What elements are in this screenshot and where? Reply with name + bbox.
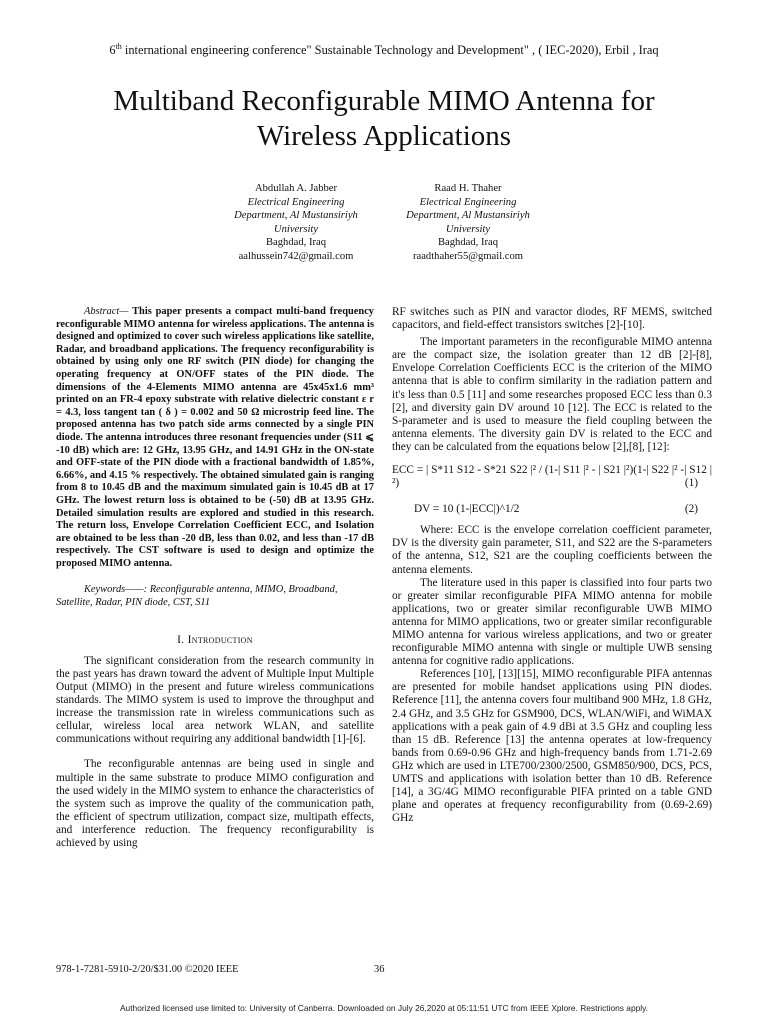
author-email[interactable]: aalhussein742@gmail.com (238, 250, 354, 262)
abstract (56, 306, 374, 570)
title-line-2: Wireless Applications (256, 120, 512, 152)
author-affiliation: Department, Al Mustansiriyh (234, 210, 358, 222)
equation-2 (414, 503, 712, 516)
keywords: Keywords——: Reconfigurable antenna, MIMO, Broadband, Satellite, Radar, PIN diode, CST, S11 (56, 584, 338, 609)
conference-ordinal-suffix: th (115, 42, 122, 51)
equation-2-text: DV = 10 (1-|ECC|)^1/2 (414, 502, 520, 515)
author-city: Baghdad, Iraq (265, 237, 326, 249)
isbn-footer: 978-1-7281-5910-2/20/$31.00 ©2020 IEEE (56, 964, 239, 975)
equation-2-number: (2) (684, 502, 698, 515)
conference-text: international engineering conference" Sustainable Technology and Development" , ( IEC-2020), Erbil , Iraq (121, 43, 659, 58)
abstract-text: This paper presents a compact multi-band frequency reconfigurable MIMO antenna for wireless applications. The antenna is designed and optimized to cover such wireless applications like satellite, Radar, and broadband applications. The frequency reconfigurability is obtained by using only one RF switch (PIN diode) for changing the operating frequency at ON/OFF states of the PIN diode. The dimensions of the 4-Elements MIMO antenna are 45x45x1.6 mm³ printed on an FR-4 epoxy substrate with relative dielectric constant ε r = 4.3, loss tangent tan ( δ ) = 0.002 and 50 Ω microstrip feed line. The proposed antenna has two patch side arms connected by a single PIN diode. The antenna introduces three resonant frequencies under (S11 ⩽ -10 dB) which are: 12 GHz, 13.95 GHz, and 14.91 GHz in the ON-state and OFF-state of the PIN diode with a fractional bandwidth of 1.85%, 6.66%, and 4.15 % respectively. The obtained simulated gain is ranging from 8 to 10.45 dB and the maximum simulated gain is 10.45 dB at 17 GHz. The lowest return loss is obtained to be (-50) dB at 13.95 GHz. Detailed simulation results are explored and studied in this research. The return loss, Envelope Correlation Coefficient ECC, and Isolation are obtained to be less than -20 dB, less than 0.02, and less than -17 dB respectively. The CST software is used to design and optimize the proposed MIMO antenna. (56, 306, 374, 569)
right-paragraph-1: RF switches such as PIN and varactor diodes, RF MEMS, switched capacitors, and field-effect transistors switches [2]-[10]. (392, 306, 712, 332)
author-affiliation: University (273, 223, 319, 235)
title-line-1: Multiband Reconfigurable MIMO Antenna for (113, 85, 655, 117)
author-block-1 (206, 182, 386, 264)
right-column (392, 306, 712, 825)
abstract-lead: Abstract— (84, 306, 129, 317)
author-email[interactable]: raadthaher55@gmail.com (412, 250, 524, 262)
equation-1-text: ECC = | S*11 S12 - S*21 S22 |² / (1-| S11 |² - | S21 |²)(1-| S22 |² -| S12 |²) (392, 464, 712, 490)
page-number: 36 (374, 964, 385, 975)
author-affiliation: University (445, 223, 491, 235)
right-paragraph-2: The important parameters in the reconfigurable MIMO antenna are the compact size, the isolation greater than 12 dB [2]-[8], Envelope Correlation Coefficients ECC is the criterion of the MIMO antenna that is able to confirm similarity in the radiation pattern and it's less than 0.5 [11] and some researches proposed ECC less than 0.3 [2], and diversity gain DV around 10 [12]. The ECC is related to the S-parameter and is used to measure the field coupling between the antenna elements. The diversity gain DV is related to the ECC and they can be calculated from the equations below [2],[8], [12]: (392, 336, 712, 453)
author-name: Abdullah A. Jabber (254, 183, 338, 194)
conference-number: 6 (109, 43, 116, 58)
equation-1-number: (1) (684, 477, 698, 490)
author-block-2 (378, 182, 558, 264)
intro-paragraph-2: The reconfigurable antennas are being used in single and multiple in the same substrate to produce MIMO configuration and the used widely in the MIMO system to enhance the characteristics of the system such as improve the quality of the communication path, the efficient of spectrum utilization, compact size, multipath effects, and interference reduction. The frequency reconfigurability is achieved by using (56, 758, 374, 849)
equation-1 (392, 464, 712, 491)
author-affiliation: Department, Al Mustansiriyh (406, 210, 530, 222)
left-column (56, 306, 374, 850)
intro-paragraph-1: The significant consideration from the research community in the past years has drawn toward the advent of Multiple Input Multiple Output (MIMO) in the present and future wireless communications standards. The MIMO system is used to improve the throughput and increase the transmission rate in wireless communications such as cellular, wireless local area network WLAN, and satellite communications without requiring any additional bandwidth [1]-[6]. (56, 654, 374, 746)
author-affiliation: Electrical Engineering (247, 196, 345, 208)
conference-header (0, 42, 768, 58)
right-paragraph-4: The literature used in this paper is classified into four parts two or greater similar reconfigurable PIFA MIMO antenna for mobile applications, two or greater similar reconfigurable UWB MIMO antenna for MIMO applications, two or greater similar reconfigurable MIMO antenna for various wireless applications, and two or greater reconfigurable MIMO antenna with single or multiple UWB sensing antenna for cognitive radio applications. (392, 576, 712, 668)
author-city: Baghdad, Iraq (437, 237, 498, 249)
section-heading-introduction: I. Introduction (177, 633, 253, 646)
right-paragraph-3: Where: ECC is the envelope correlation coefficient parameter, DV is the diversity gain parameter, S11, and S22 are the S-parameters of the antenna, S12, S21 are the coupling coefficients between the antenna elements. (392, 524, 712, 576)
right-paragraph-5: References [10], [13][15], MIMO reconfigurable PIFA antennas are presented for mobile handset applications using PIN diodes. Reference [11], the antenna covers four multiband 900 MHz, 1.8 GHz, 2.4 GHz, and 3.5 GHz for GSM900, DCS, WLAN/WiFi, and WiMAX applications with a peak gain of 4.9 dBi at 3.5 GHz and coupling less than 15 dB. Reference [13] the antenna operates at low-frequency bands from 0.69-0.96 GHz and high-frequency bands from 1.71-2.69 GHz which are used in LTE700/2300/2500, GSM850/900, DCS, PCS, UMTS and applications with isolation better than 10 dB. Reference [14], a 3G/4G MIMO reconfigurable PIFA printed on a table GND plane and operates at frequency reconfigurability from (0.69-2.69) GHz (392, 668, 712, 825)
license-notice: Authorized licensed use limited to: University of Canberra. Downloaded on July 26,2020 at 05:11:51 UTC from IEEE Xplore. Restrictions apply. (119, 1003, 649, 1013)
author-name: Raad H. Thaher (434, 183, 502, 194)
paper-title (60, 84, 708, 154)
author-affiliation: Electrical Engineering (419, 196, 517, 208)
